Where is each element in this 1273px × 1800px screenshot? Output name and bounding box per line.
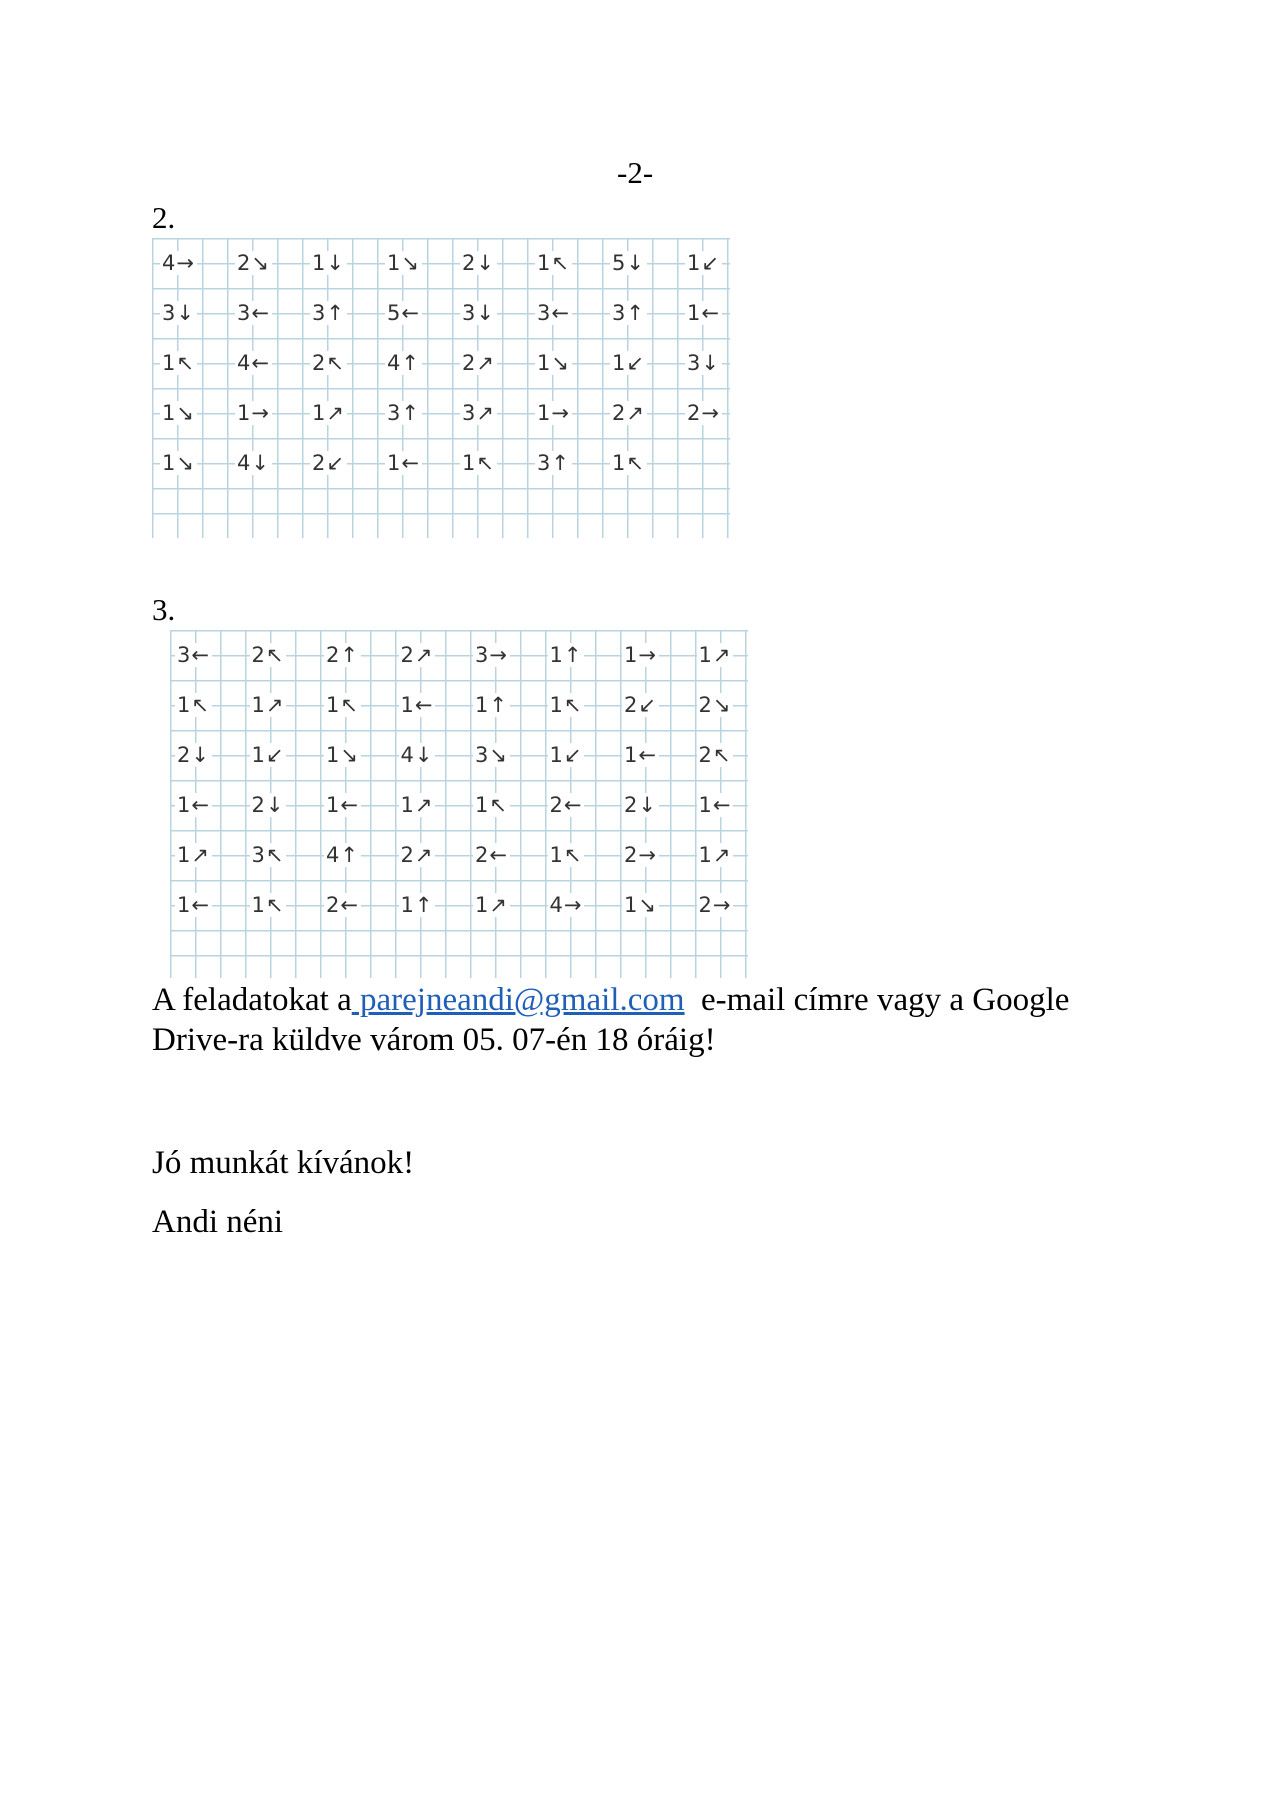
arrow-instruction-cell: 1↖ <box>462 451 495 475</box>
arrow-instruction-cell: 4↑ <box>326 843 359 867</box>
arrow-instruction-cell: 3↑ <box>537 451 570 475</box>
arrow-instruction-cell: 1↓ <box>312 251 345 275</box>
arrow-instruction-cell: 2↗ <box>462 351 495 375</box>
arrow-instruction-cell: 4→ <box>162 251 195 275</box>
arrow-instruction-cell: 2↖ <box>698 743 732 767</box>
arrow-instruction-cell: 1↘ <box>162 401 195 425</box>
arrow-instruction-cell: 5↓ <box>612 251 645 275</box>
arrow-instruction-cell: 4↓ <box>237 451 270 475</box>
arrow-instruction-cell: 1↘ <box>162 451 195 475</box>
arrow-instruction-cell: 1↖ <box>549 693 583 717</box>
arrow-instruction-cell: 1↖ <box>475 793 508 817</box>
page-number: -2- <box>617 155 654 190</box>
arrow-instruction-cell: 1↗ <box>698 843 732 867</box>
arrow-instruction-cell: 5← <box>387 301 420 325</box>
arrow-instruction-cell: 1↑ <box>549 643 583 667</box>
arrow-instruction-cell: 1↖ <box>177 693 210 717</box>
arrow-instruction-cell: 3→ <box>475 643 508 667</box>
arrow-instruction-cell: 3← <box>177 643 210 667</box>
arrow-instruction-cell: 1← <box>177 793 210 817</box>
closing-text: Jó munkát kívánok! <box>152 1145 415 1181</box>
arrow-instruction-cell: 2↓ <box>177 743 210 767</box>
arrow-instruction-cell: 1← <box>387 451 420 475</box>
arrow-instruction-cell: 1→ <box>537 401 570 425</box>
arrow-instruction-cell: 1↖ <box>537 251 570 275</box>
task-3-label: 3. <box>152 592 176 627</box>
arrow-instruction-cell: 2← <box>549 793 583 817</box>
arrow-instruction-cell: 3↘ <box>475 743 508 767</box>
arrow-instruction-cell: 1↘ <box>537 351 570 375</box>
arrow-instruction-cell: 2↓ <box>251 793 285 817</box>
arrow-instruction-cell: 1→ <box>624 643 657 667</box>
arrow-instruction-cell: 3↑ <box>612 301 645 325</box>
arrow-instruction-cell: 2↑ <box>326 643 359 667</box>
arrow-instruction-cell: 4↑ <box>387 351 420 375</box>
arrow-instruction-cell: 2↗ <box>612 401 645 425</box>
arrow-instruction-cell: 4↓ <box>400 743 434 767</box>
arrow-instruction-cell: 2↗ <box>400 643 434 667</box>
arrow-instruction-cell: 1↖ <box>549 843 583 867</box>
arrow-instruction-cell: 2← <box>326 893 359 917</box>
arrow-instruction-cell: 1↖ <box>326 693 359 717</box>
arrow-instruction-cell: 2↘ <box>698 693 732 717</box>
arrow-instruction-cell: 2↖ <box>251 643 285 667</box>
instructions-paragraph <box>152 980 1069 1060</box>
arrow-instruction-cell: 3↖ <box>251 843 285 867</box>
email-link[interactable]: parejneandi@gmail.com <box>351 982 685 1018</box>
arrow-instruction-cell: 1↙ <box>687 251 720 275</box>
arrow-instruction-cell: 1↖ <box>251 893 285 917</box>
instructions-line-2: Drive-ra küldve várom 05. 07-én 18 óráig! <box>152 1022 716 1058</box>
arrow-instruction-cell: 1← <box>177 893 210 917</box>
signature: Andi néni <box>152 1204 284 1240</box>
arrow-instruction-cell: 1↑ <box>400 893 434 917</box>
arrow-instruction-cell: 2← <box>475 843 508 867</box>
instructions-line-1 <box>152 980 1069 1020</box>
instructions-prefix: A feladatokat a <box>152 982 352 1018</box>
task-3-grid <box>170 630 748 978</box>
arrow-instruction-cell: 2→ <box>624 843 657 867</box>
arrow-instruction-cell: 3↓ <box>462 301 495 325</box>
arrow-instruction-cell: 2↓ <box>462 251 495 275</box>
arrow-instruction-cell: 2↙ <box>624 693 657 717</box>
arrow-instruction-cell: 1↙ <box>549 743 583 767</box>
arrow-instruction-cell: 3↑ <box>387 401 420 425</box>
arrow-instruction-cell: 1↘ <box>624 893 657 917</box>
arrow-instruction-cell: 1↖ <box>612 451 645 475</box>
arrow-instruction-cell: 1↗ <box>475 893 508 917</box>
arrow-instruction-cell: 1← <box>624 743 657 767</box>
arrow-instruction-cell: 2↙ <box>312 451 345 475</box>
arrow-instruction-cell: 3← <box>537 301 570 325</box>
arrow-instruction-cell: 1↘ <box>387 251 420 275</box>
arrow-instruction-cell: 1← <box>326 793 359 817</box>
arrow-instruction-cell: 1↘ <box>326 743 359 767</box>
arrow-instruction-cell: 1→ <box>237 401 270 425</box>
arrow-instruction-cell: 2↖ <box>312 351 345 375</box>
arrow-instruction-cell: 3← <box>237 301 270 325</box>
arrow-instruction-cell: 4← <box>237 351 270 375</box>
arrow-instruction-cell: 1← <box>698 793 732 817</box>
arrow-instruction-cell: 4→ <box>549 893 583 917</box>
arrow-instruction-cell: 2↓ <box>624 793 657 817</box>
arrow-instruction-cell: 3↓ <box>162 301 195 325</box>
arrow-instruction-cell: 2→ <box>698 893 732 917</box>
instructions-suffix: e-mail címre vagy a Google <box>684 982 1070 1018</box>
arrow-instruction-cell: 1↙ <box>612 351 645 375</box>
arrow-instruction-cell: 1↗ <box>312 401 345 425</box>
arrow-instruction-cell: 2→ <box>687 401 720 425</box>
arrow-instruction-cell: 1← <box>687 301 720 325</box>
task-2-grid <box>152 238 730 538</box>
arrow-instruction-cell: 3↓ <box>687 351 720 375</box>
arrow-instruction-cell: 1↗ <box>177 843 210 867</box>
arrow-instruction-cell: 1↗ <box>698 643 732 667</box>
arrow-instruction-cell: 1↑ <box>475 693 508 717</box>
arrow-instruction-cell: 2↘ <box>237 251 270 275</box>
arrow-instruction-cell: 1↗ <box>251 693 285 717</box>
arrow-instruction-cell: 1↗ <box>400 793 434 817</box>
arrow-instruction-cell: 1↙ <box>251 743 285 767</box>
arrow-instruction-cell: 2↗ <box>400 843 434 867</box>
arrow-instruction-cell: 3↗ <box>462 401 495 425</box>
task-2-label: 2. <box>152 200 176 235</box>
arrow-instruction-cell: 3↑ <box>312 301 345 325</box>
arrow-instruction-cell: 1↖ <box>162 351 195 375</box>
arrow-instruction-cell: 1← <box>400 693 434 717</box>
